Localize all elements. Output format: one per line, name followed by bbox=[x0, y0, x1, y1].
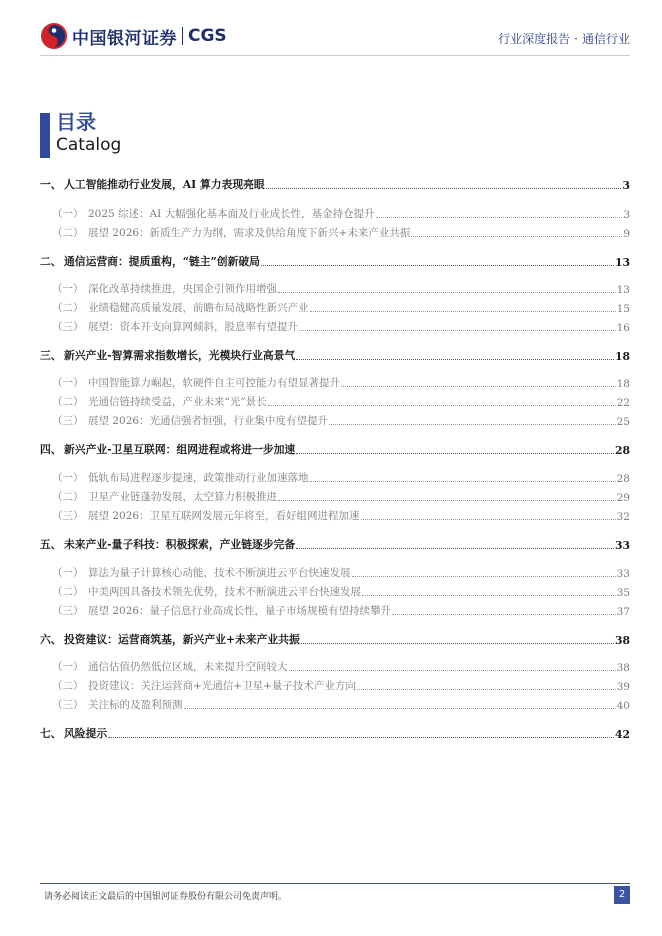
toc-entry-page: 33 bbox=[614, 539, 630, 552]
toc-section-entry[interactable] bbox=[40, 439, 630, 457]
toc-entry-number: （三） bbox=[52, 699, 84, 711]
toc-entry-page: 40 bbox=[616, 700, 630, 712]
toc-dot-leader bbox=[261, 264, 614, 266]
toc-dot-leader bbox=[352, 575, 616, 577]
industry-label: 通信行业 bbox=[581, 32, 630, 46]
toc-subsection-entry[interactable] bbox=[40, 486, 630, 504]
toc-dot-leader bbox=[296, 452, 614, 454]
toc-entry-title: 展望：资本开支向算网倾斜，股息率有望提升 bbox=[88, 321, 298, 333]
toc-subsection-entry[interactable] bbox=[40, 694, 630, 712]
toc-dot-leader bbox=[361, 518, 616, 520]
toc-subsection-entry[interactable] bbox=[40, 297, 630, 315]
toc-entry-number: （二） bbox=[52, 227, 84, 239]
toc-entry-number: （一） bbox=[52, 283, 84, 295]
toc-dot-leader bbox=[376, 216, 623, 218]
toc-entry-title: 低轨布局进程逐步提速，政策推动行业加速落地 bbox=[88, 472, 309, 484]
toc-dot-leader bbox=[278, 291, 616, 293]
toc-dot-leader bbox=[310, 480, 616, 482]
toc-subsection-entry[interactable] bbox=[40, 581, 630, 599]
toc-entry-title: 通信估值仍然低位区域，未来提升空间较大 bbox=[88, 661, 288, 673]
toc-entry-number: （一） bbox=[52, 567, 84, 579]
toc-entry-number: （三） bbox=[52, 510, 84, 522]
toc-section-entry[interactable] bbox=[40, 723, 630, 741]
toc-subsection-entry[interactable] bbox=[40, 278, 630, 296]
toc-entry-page: 35 bbox=[616, 587, 630, 599]
toc-entry-title: 光通信链持续受益，产业未来“光”景长 bbox=[88, 396, 267, 408]
footer-divider bbox=[40, 883, 630, 884]
toc-entry-title: 2025 综述：AI 大幅强化基本面及行业成长性，基金持仓提升 bbox=[88, 208, 375, 220]
toc-entry-page: 9 bbox=[623, 228, 630, 240]
toc-entry-title: 人工智能推动行业发展，AI 算力表现亮眼 bbox=[64, 178, 265, 191]
toc-section-entry[interactable] bbox=[40, 534, 630, 552]
toc-entry-number: （二） bbox=[52, 302, 84, 314]
toc-subsection-entry[interactable] bbox=[40, 600, 630, 618]
report-category bbox=[498, 30, 630, 47]
toc-entry-page: 3 bbox=[623, 209, 630, 221]
toc-subsection-entry[interactable] bbox=[40, 410, 630, 428]
toc-entry-page: 13 bbox=[616, 284, 630, 296]
toc-entry-page: 29 bbox=[616, 492, 630, 504]
toc-dot-leader bbox=[266, 187, 622, 189]
toc-entry-number: 七、 bbox=[40, 727, 62, 740]
toc-entry-page: 15 bbox=[616, 303, 630, 315]
toc-subsection-entry[interactable] bbox=[40, 675, 630, 693]
logo-divider bbox=[182, 27, 183, 45]
toc-entry-page: 28 bbox=[616, 473, 630, 485]
toc-dot-leader bbox=[108, 736, 614, 738]
toc-entry-page: 16 bbox=[616, 322, 630, 334]
toc-entry-page: 3 bbox=[622, 179, 630, 192]
toc-entry-number: （二） bbox=[52, 680, 84, 692]
toc-dot-leader bbox=[310, 310, 616, 312]
toc-entry-title: 卫星产业链蓬勃发展，太空算力积极推进 bbox=[88, 491, 277, 503]
toc-entry-page: 37 bbox=[616, 606, 630, 618]
toc-entry-title: 中美两国具备技术领先优势，技术不断演进云平台快速发展 bbox=[88, 586, 361, 598]
title-accent-bar bbox=[40, 113, 50, 158]
toc-entry-title: 算法为量子计算核心动能，技术不断演进云平台快速发展 bbox=[88, 567, 351, 579]
toc-dot-leader bbox=[278, 499, 616, 501]
toc-subsection-entry[interactable] bbox=[40, 562, 630, 580]
toc-entry-number: 三、 bbox=[40, 349, 62, 362]
toc-dot-leader bbox=[329, 423, 616, 425]
toc-title-chinese: 目录 bbox=[56, 110, 96, 134]
toc-entry-title: 风险提示 bbox=[64, 727, 108, 740]
toc-entry-title: 展望 2026：量子信息行业高成长性，量子市场规模有望持续攀升 bbox=[88, 605, 392, 617]
toc-dot-leader bbox=[299, 329, 616, 331]
toc-entry-title: 投资建议：关注运营商+光通信+卫星+量子技术产业方向 bbox=[88, 680, 356, 692]
toc-entry-number: （一） bbox=[52, 661, 84, 673]
toc-subsection-entry[interactable] bbox=[40, 467, 630, 485]
toc-entry-number: （一） bbox=[52, 472, 84, 484]
header-divider bbox=[40, 55, 630, 56]
logo-english-name: CGS bbox=[188, 26, 227, 46]
toc-entry-title: 投资建议：运营商筑基，新兴产业+未来产业共振 bbox=[64, 633, 300, 646]
toc-dot-leader bbox=[341, 385, 616, 387]
toc-entry-number: （三） bbox=[52, 605, 84, 617]
toc-entry-number: 六、 bbox=[40, 633, 62, 646]
toc-entry-page: 22 bbox=[616, 397, 630, 409]
toc-entry-number: （二） bbox=[52, 586, 84, 598]
toc-entry-title: 业绩稳健高质量发展，前瞻布局战略性新兴产业 bbox=[88, 302, 309, 314]
toc-section-entry[interactable] bbox=[40, 629, 630, 647]
header-separator: · bbox=[574, 32, 578, 46]
toc-entry-title: 新兴产业-卫星互联网：组网进程或将进一步加速 bbox=[64, 443, 296, 456]
toc-subsection-entry[interactable] bbox=[40, 372, 630, 390]
toc-entry-number: 一、 bbox=[40, 178, 62, 191]
toc-entry-number: 四、 bbox=[40, 443, 62, 456]
toc-entry-number: （一） bbox=[52, 208, 84, 220]
toc-section-entry[interactable] bbox=[40, 345, 630, 363]
toc-entry-title: 新兴产业-智算需求指数增长，光模块行业高景气 bbox=[64, 349, 296, 362]
toc-entry-title: 关注标的及盈利预测 bbox=[88, 699, 183, 711]
toc-subsection-entry[interactable] bbox=[40, 203, 630, 221]
footer-disclaimer: 请务必阅读正文最后的中国银河证券股份有限公司免责声明。 bbox=[44, 892, 288, 902]
toc-entry-page: 18 bbox=[616, 378, 630, 390]
report-type-label: 行业深度报告 bbox=[498, 32, 571, 46]
toc-dot-leader bbox=[411, 235, 622, 237]
toc-entry-title: 中国智能算力崛起，软硬件自主可控能力有望显著提升 bbox=[88, 377, 340, 389]
toc-subsection-entry[interactable] bbox=[40, 316, 630, 334]
toc-dot-leader bbox=[296, 358, 614, 360]
toc-entry-title: 展望 2026：新质生产力为纲，需求及供给角度下新兴+未来产业共振 bbox=[88, 227, 411, 239]
toc-entry-page: 25 bbox=[616, 416, 630, 428]
toc-dot-leader bbox=[301, 642, 614, 644]
toc-section-entry[interactable] bbox=[40, 174, 630, 192]
toc-entry-number: （三） bbox=[52, 415, 84, 427]
toc-dot-leader bbox=[268, 404, 616, 406]
toc-entry-page: 42 bbox=[614, 728, 630, 741]
toc-entry-title: 未来产业-量子科技：积极探索，产业链逐步完备 bbox=[64, 538, 296, 551]
toc-entry-page: 38 bbox=[614, 634, 630, 647]
toc-subsection-entry[interactable] bbox=[40, 505, 630, 523]
toc-entry-title: 深化改革持续推进，央国企引领作用增强 bbox=[88, 283, 277, 295]
toc-dot-leader bbox=[184, 707, 616, 709]
toc-subsection-entry[interactable] bbox=[40, 391, 630, 409]
company-logo bbox=[40, 22, 227, 50]
toc-entry-title: 展望 2026：卫星互联网发展元年将至，看好组网进程加速 bbox=[88, 510, 360, 522]
toc-subsection-entry[interactable] bbox=[40, 656, 630, 674]
toc-entry-number: （二） bbox=[52, 491, 84, 503]
cgs-logo-icon bbox=[40, 22, 68, 50]
toc-entry-page: 18 bbox=[614, 350, 630, 363]
toc-entry-number: （一） bbox=[52, 377, 84, 389]
page-header bbox=[0, 0, 662, 60]
page-number-badge: 2 bbox=[614, 886, 630, 904]
toc-dot-leader bbox=[289, 669, 616, 671]
toc-entry-page: 13 bbox=[614, 256, 630, 269]
logo-chinese-name: 中国银河证券 bbox=[72, 28, 177, 49]
toc-section-entry[interactable] bbox=[40, 251, 630, 269]
toc-entry-number: 二、 bbox=[40, 255, 62, 268]
toc-entry-number: （二） bbox=[52, 396, 84, 408]
toc-entry-number: （三） bbox=[52, 321, 84, 333]
toc-entry-page: 33 bbox=[616, 568, 630, 580]
toc-entry-title: 通信运营商：提质重构，“链主”创新破局 bbox=[64, 255, 260, 268]
toc-title-english: Catalog bbox=[56, 135, 122, 155]
toc-dot-leader bbox=[362, 594, 616, 596]
toc-dot-leader bbox=[296, 547, 614, 549]
toc-subsection-entry[interactable] bbox=[40, 222, 630, 240]
toc-entry-title: 展望 2026：光通信强者恒强，行业集中度有望提升 bbox=[88, 415, 329, 427]
toc-entry-page: 39 bbox=[616, 681, 630, 693]
toc-entry-number: 五、 bbox=[40, 538, 62, 551]
toc-dot-leader bbox=[357, 688, 616, 690]
toc-entry-page: 32 bbox=[616, 511, 630, 523]
toc-entry-page: 38 bbox=[616, 662, 630, 674]
toc-dot-leader bbox=[392, 613, 616, 615]
toc-entry-page: 28 bbox=[614, 444, 630, 457]
